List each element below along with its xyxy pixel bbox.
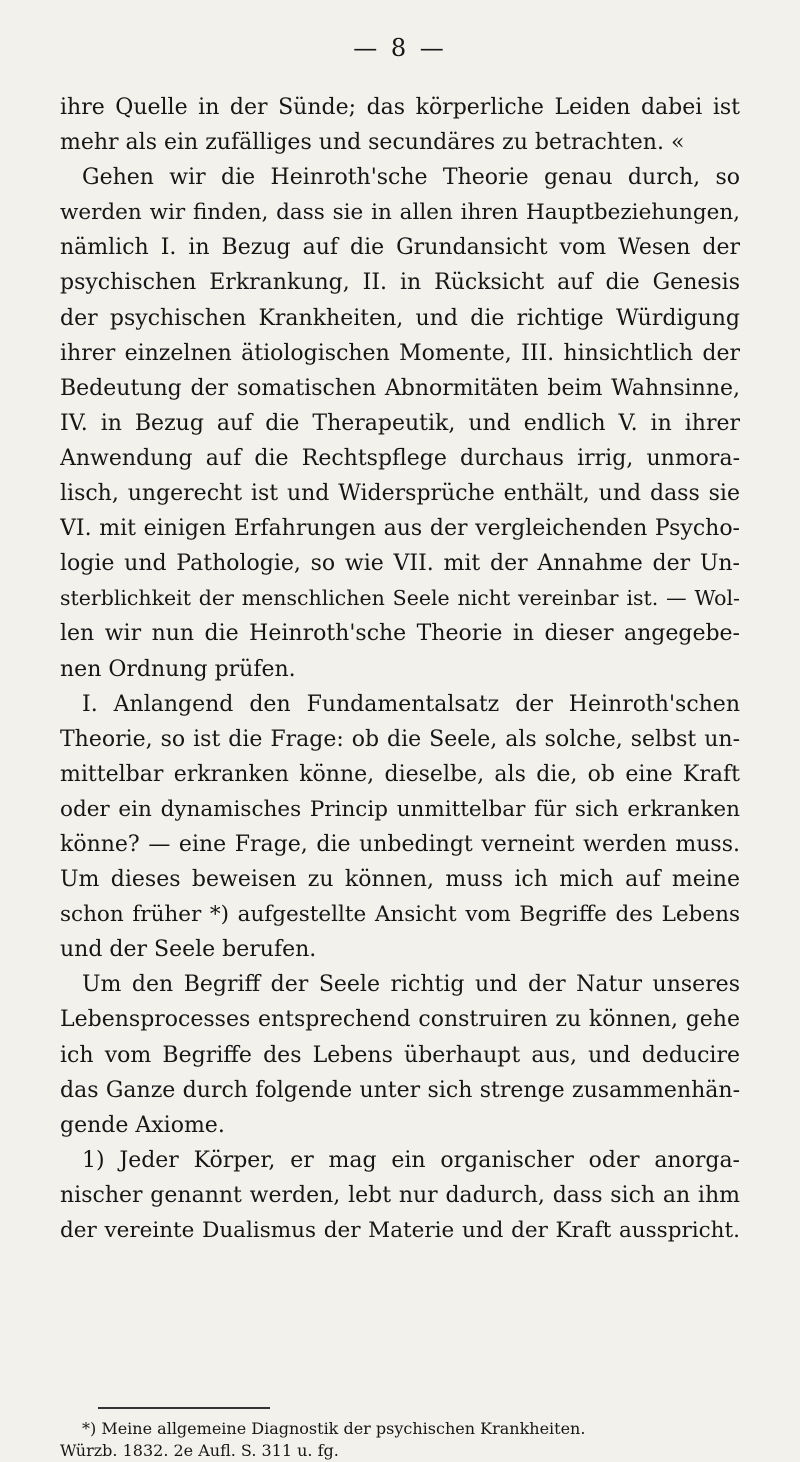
text-line: sterblichkeit der menschlichen Seele nicht vereinbar ist. — Wol- bbox=[60, 586, 740, 611]
text-line: len wir nun die Heinroth'sche Theorie in dieser angegebe- bbox=[60, 621, 740, 647]
text-line: IV. in Bezug auf die Therapeutik, und endlich V. in ihrer bbox=[60, 410, 740, 436]
text-line: Bedeutung der somatischen Abnormitäten beim Wahnsinne, bbox=[60, 375, 740, 401]
text-line: Lebensprocesses entsprechend construiren zu können, gehe bbox=[60, 1007, 740, 1033]
text-line: 1) Jeder Körper, er mag ein organischer oder anorga- bbox=[82, 1147, 740, 1173]
text-line: nischer genannt werden, lebt nur dadurch, dass sich an ihm bbox=[60, 1182, 740, 1208]
text-line: Gehen wir die Heinroth'sche Theorie genau durch, so bbox=[82, 165, 740, 191]
text-line: nämlich I. in Bezug auf die Grundansicht vom Wesen der bbox=[60, 235, 740, 261]
text-line: psychischen Erkrankung, II. in Rücksicht auf die Genesis bbox=[60, 270, 740, 296]
text-line: logie und Pathologie, so wie VII. mit der Annahme der Un- bbox=[60, 551, 740, 577]
footnote-line: *) Meine allgemeine Diagnostik der psychischen Krankheiten. bbox=[82, 1419, 586, 1438]
page-number: — 8 — bbox=[353, 34, 447, 62]
text-line: VI. mit einigen Erfahrungen aus der vergleichenden Psycho- bbox=[60, 516, 740, 542]
text-line: mittelbar erkranken könne, dieselbe, als die, ob eine Kraft bbox=[60, 761, 740, 787]
footnote-line: Würzb. 1832. 2e Aufl. S. 311 u. fg. bbox=[60, 1441, 339, 1460]
text-line: I. Anlangend den Fundamentalsatz der Heinroth'schen bbox=[82, 691, 740, 717]
text-line: und der Seele berufen. bbox=[60, 937, 317, 963]
text-line: ihrer einzelnen ätiologischen Momente, III. hinsichtlich der bbox=[60, 340, 740, 366]
text-line: Um dieses beweisen zu können, muss ich mich auf meine bbox=[60, 867, 740, 893]
footnote bbox=[60, 1418, 740, 1462]
text-line: könne? — eine Frage, die unbedingt verneint werden muss. bbox=[60, 831, 740, 857]
text-line: werden wir finden, dass sie in allen ihren Hauptbeziehungen, bbox=[60, 200, 740, 226]
text-line: schon früher *) aufgestellte Ansicht vom Begriffe des Lebens bbox=[60, 902, 740, 928]
text-line: das Ganze durch folgende unter sich strenge zusammenhän- bbox=[60, 1077, 740, 1103]
text-line: gende Axiome. bbox=[60, 1112, 225, 1138]
text-line: Um den Begriff der Seele richtig und der Natur unseres bbox=[82, 972, 740, 998]
footnote-divider bbox=[98, 1407, 270, 1409]
text-line: oder ein dynamisches Princip unmittelbar für sich erkranken bbox=[60, 796, 740, 822]
text-line: mehr als ein zufälliges und secundäres zu betrachten. « bbox=[60, 130, 685, 156]
text-line: der psychischen Krankheiten, und die richtige Würdigung bbox=[60, 305, 740, 331]
text-line: nen Ordnung prüfen. bbox=[60, 656, 296, 682]
text-line: der vereinte Dualismus der Materie und der Kraft ausspricht. bbox=[60, 1218, 740, 1243]
body-text bbox=[60, 90, 740, 1248]
text-line: Theorie, so ist die Frage: ob die Seele, als solche, selbst un- bbox=[60, 726, 740, 752]
text-line: ich vom Begriffe des Lebens überhaupt aus, und deducire bbox=[60, 1042, 740, 1068]
text-line: ihre Quelle in der Sünde; das körperliche Leiden dabei ist bbox=[60, 95, 740, 120]
text-line: lisch, ungerecht ist und Widersprüche enthält, und dass sie bbox=[60, 481, 740, 507]
text-line: Anwendung auf die Rechtspflege durchaus irrig, unmora- bbox=[60, 445, 740, 471]
